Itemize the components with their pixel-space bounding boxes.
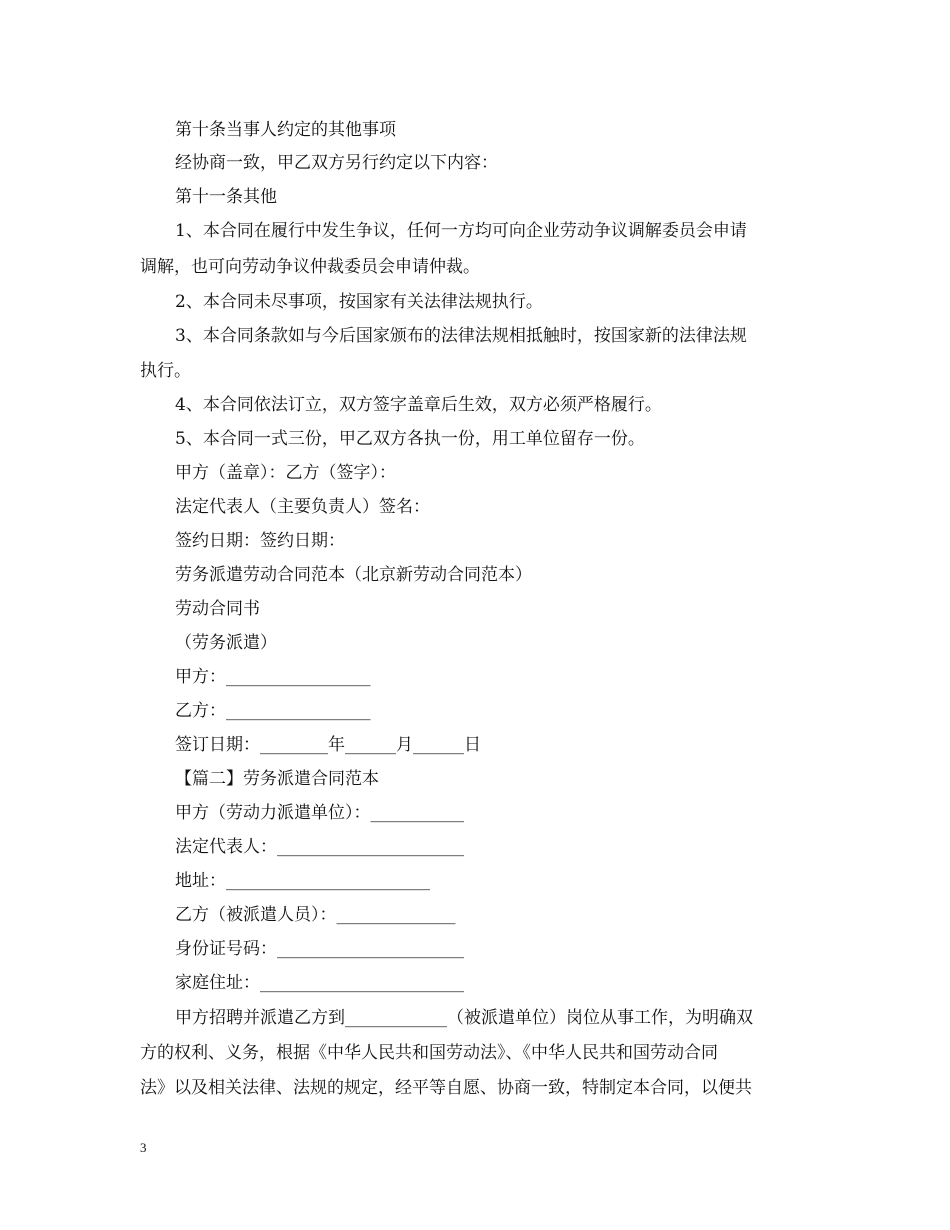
- legal-representative-line: 法定代表人（主要负责人）签名：: [175, 497, 430, 517]
- dispatched-person-field: 乙方（被派遣人员）：______________: [175, 905, 456, 925]
- home-address-field: 家庭住址：________________________: [175, 973, 464, 993]
- sign-date-field: 签订日期：________年______月______日: [175, 735, 481, 755]
- signing-date-line: 签约日期：签约日期：: [175, 531, 345, 551]
- clause-2-line: 2、本合同未尽事项，按国家有关法律法规执行。: [175, 292, 543, 312]
- clause-3-line: 3、本合同条款如与今后国家颁布的法律法规相抵触时，按国家新的法律法规: [175, 326, 747, 346]
- party-b-field: 乙方：_________________: [175, 701, 371, 721]
- clause-1-line: 1、本合同在履行中发生争议，任何一方均可向企业劳动争议调解委员会申请: [175, 221, 747, 241]
- clause-3-continuation: 执行。: [140, 361, 191, 381]
- clause-5-line: 5、本合同一式三份，甲乙双方各执一份，用工单位留存一份。: [175, 429, 645, 449]
- party-a-field: 甲方：_________________: [175, 667, 371, 687]
- contract-title: 劳动合同书: [175, 599, 260, 619]
- clause-4-line: 4、本合同依法订立，双方签字盖章后生效，双方必须严格履行。: [175, 395, 662, 415]
- article-10-heading: 第十条当事人约定的其他事项: [175, 120, 396, 140]
- signature-parties-line: 甲方（盖章）：乙方（签字）：: [175, 463, 396, 483]
- id-number-field: 身份证号码：______________________: [175, 939, 464, 959]
- contract-subtitle: （劳务派遣）: [175, 633, 277, 653]
- clause-1-continuation: 调解，也可向劳动争议仲裁委员会申请仲裁。: [140, 257, 480, 277]
- legal-rep-field: 法定代表人：______________________: [175, 837, 464, 857]
- page-number: 3: [140, 1140, 147, 1155]
- paragraph-line: 经协商一致，甲乙双方另行约定以下内容：: [175, 153, 498, 173]
- address-field: 地址：________________________: [175, 871, 430, 891]
- article-11-heading: 第十一条其他: [175, 187, 277, 207]
- preamble-line-3: 法》以及相关法律、法规的规定，经平等自愿、协商一致，特制定本合同，以便共: [140, 1078, 752, 1098]
- dispatch-unit-field: 甲方（劳动力派遣单位）：___________: [175, 803, 464, 823]
- part-two-heading: 【篇二】劳务派遣合同范本: [175, 769, 379, 789]
- preamble-line-1: 甲方招聘并派遣乙方到____________（被派遣单位）岗位从事工作，为明确双: [175, 1008, 753, 1028]
- section-title: 劳务派遣劳动合同范本（北京新劳动合同范本）: [175, 565, 532, 585]
- preamble-line-2: 方的权利、义务，根据《中华人民共和国劳动法》、《中华人民共和国劳动合同: [140, 1043, 718, 1063]
